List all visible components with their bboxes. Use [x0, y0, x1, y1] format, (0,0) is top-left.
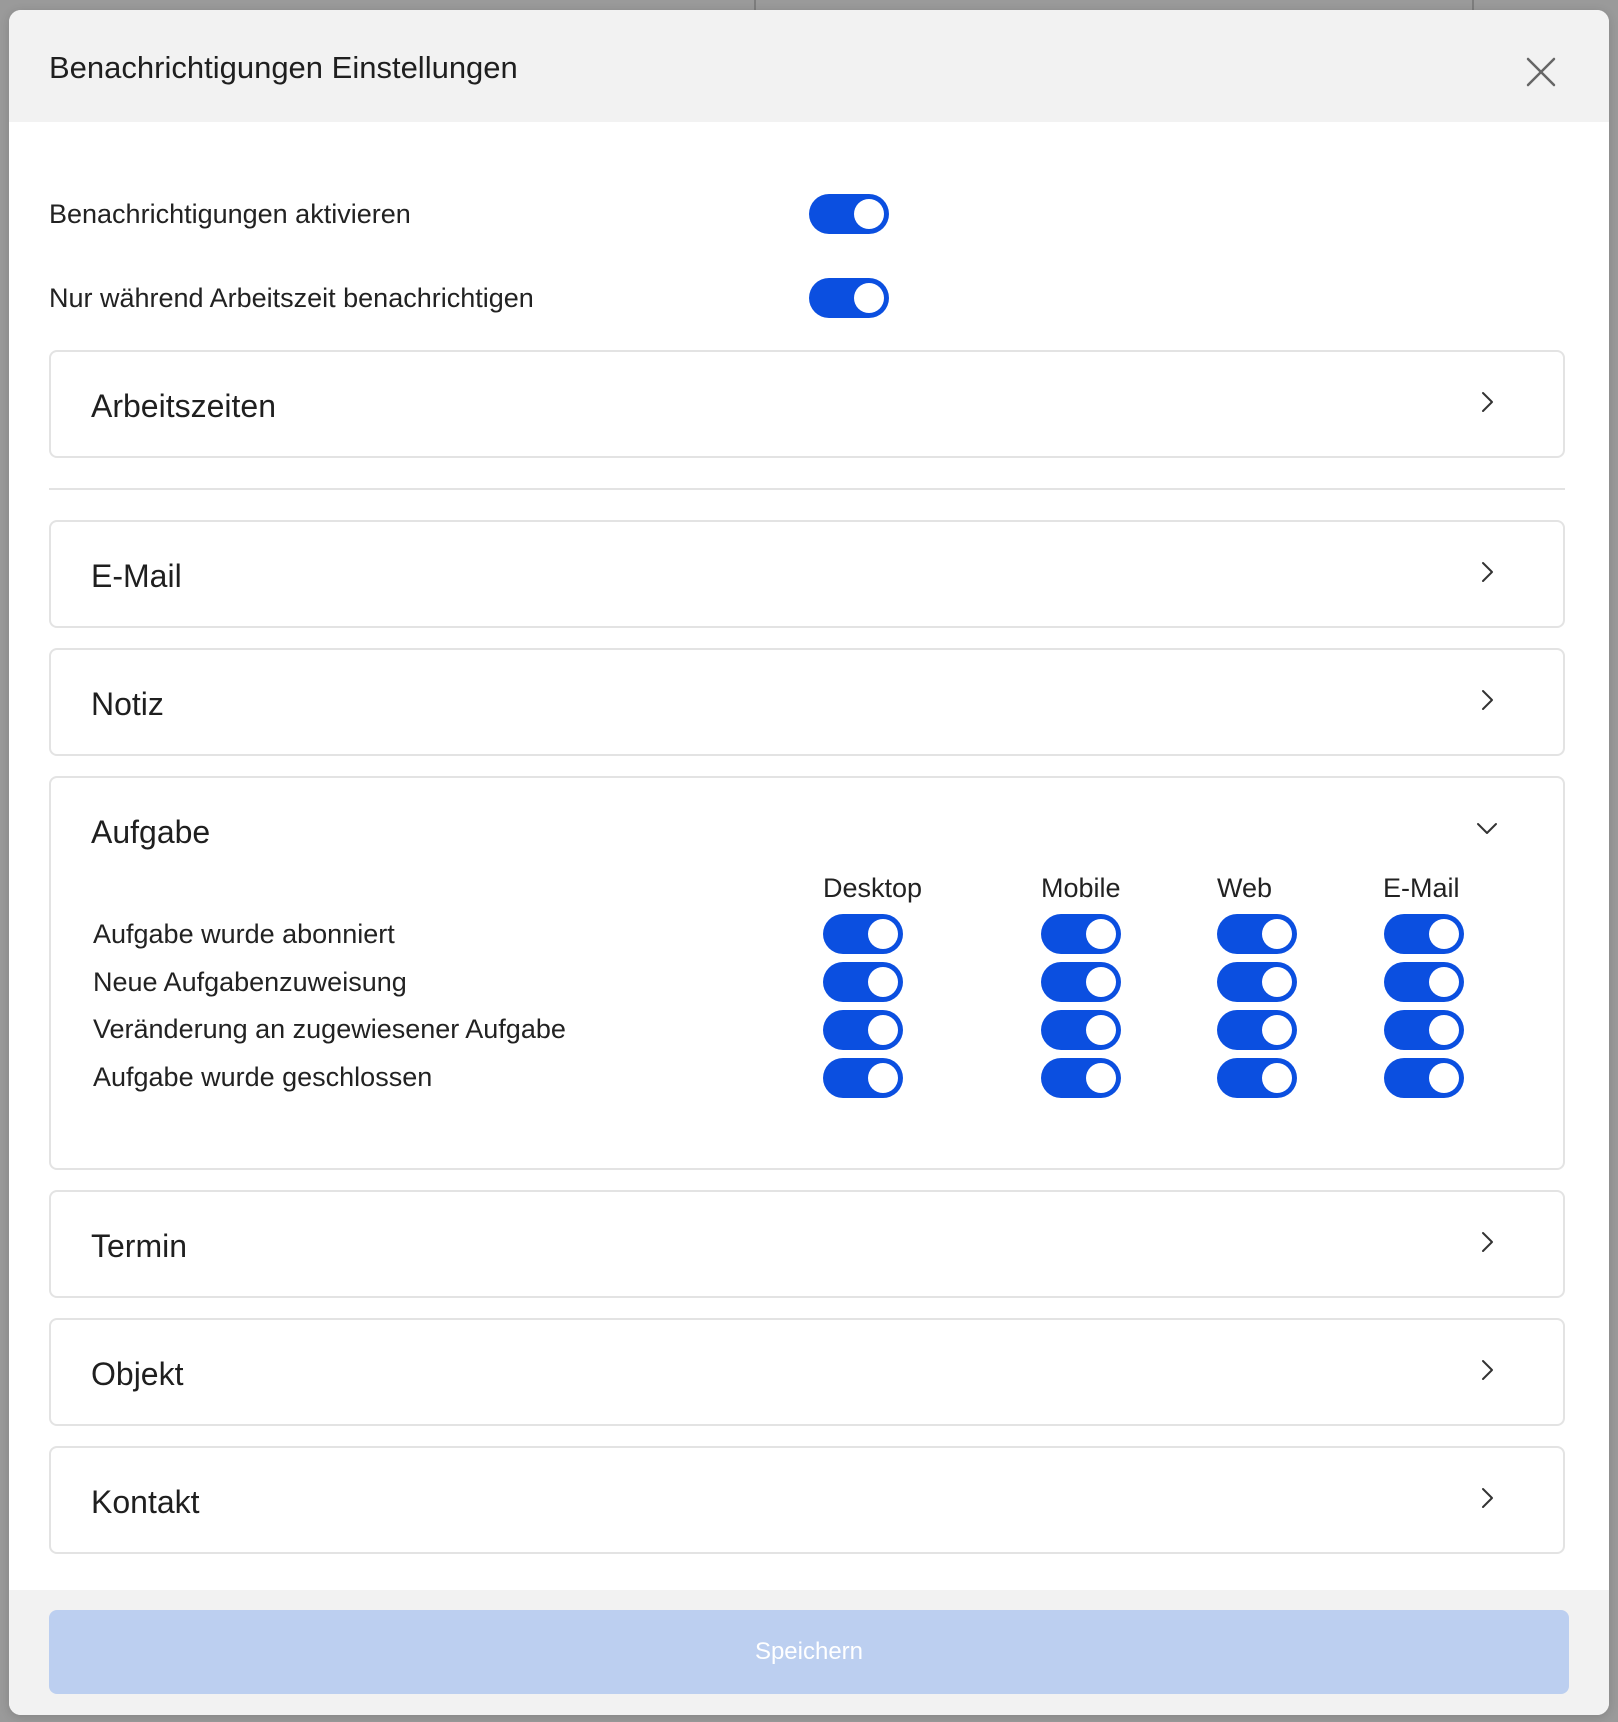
toggle-knob [1262, 967, 1292, 997]
toggle-neue-zuweisung-email[interactable] [1384, 962, 1464, 1002]
task-row-label: Veränderung an zugewiesener Aufgabe [93, 1014, 566, 1044]
section-email-header[interactable] [51, 522, 1563, 626]
close-icon [1519, 50, 1563, 94]
section-email [49, 520, 1565, 628]
working-hours-only-label: Nur während Arbeitszeit benachrichtigen [49, 283, 534, 313]
task-row-label: Neue Aufgabenzuweisung [93, 967, 407, 997]
toggle-knob [1429, 919, 1459, 949]
column-header-web: Web [1217, 873, 1273, 903]
toggle-knob [1262, 1063, 1292, 1093]
column-header-desktop: Desktop [823, 873, 923, 903]
save-button[interactable]: Speichern [49, 1610, 1569, 1694]
section-title: Arbeitszeiten [91, 388, 276, 424]
toggle-neue-zuweisung-web[interactable] [1217, 962, 1297, 1002]
toggle-veraenderung-mobile[interactable] [1041, 1010, 1121, 1050]
close-button[interactable] [1519, 50, 1563, 94]
toggle-knob [1429, 1015, 1459, 1045]
task-row-label: Aufgabe wurde geschlossen [93, 1062, 433, 1092]
section-title: Aufgabe [91, 814, 211, 850]
chevron-right-icon [1475, 1486, 1499, 1510]
backdrop-divider [1472, 0, 1474, 10]
toggle-geschlossen-desktop[interactable] [823, 1058, 903, 1098]
enable-notifications-toggle[interactable] [809, 194, 889, 234]
toggle-knob [854, 199, 884, 229]
toggle-knob [868, 1015, 898, 1045]
modal-header [9, 10, 1609, 122]
column-header-email: E-Mail [1383, 873, 1460, 903]
section-divider [49, 488, 1565, 490]
chevron-down-icon [1475, 816, 1499, 840]
toggle-aufgabe-abonniert-email[interactable] [1384, 914, 1464, 954]
chevron-right-icon [1475, 560, 1499, 584]
toggle-veraenderung-web[interactable] [1217, 1010, 1297, 1050]
section-objekt [49, 1318, 1565, 1426]
section-arbeitszeiten-header[interactable] [51, 352, 1563, 456]
section-title: E-Mail [91, 558, 182, 594]
toggle-knob [854, 283, 884, 313]
modal-title: Benachrichtigungen Einstellungen [49, 50, 518, 85]
section-kontakt [49, 1446, 1565, 1554]
toggle-knob [1086, 919, 1116, 949]
task-row-label: Aufgabe wurde abonniert [93, 919, 395, 949]
chevron-right-icon [1475, 688, 1499, 712]
chevron-right-icon [1475, 390, 1499, 414]
toggle-knob [1262, 919, 1292, 949]
toggle-aufgabe-abonniert-desktop[interactable] [823, 914, 903, 954]
section-title: Kontakt [91, 1484, 200, 1520]
section-notiz-header[interactable] [51, 650, 1563, 754]
toggle-geschlossen-web[interactable] [1217, 1058, 1297, 1098]
toggle-neue-zuweisung-mobile[interactable] [1041, 962, 1121, 1002]
toggle-knob [868, 1063, 898, 1093]
column-header-mobile: Mobile [1041, 873, 1121, 903]
chevron-right-icon [1475, 1230, 1499, 1254]
section-title: Notiz [91, 686, 164, 722]
section-kontakt-header[interactable] [51, 1448, 1563, 1552]
notification-settings-modal [9, 10, 1609, 1715]
toggle-knob [868, 919, 898, 949]
section-objekt-header[interactable] [51, 1320, 1563, 1424]
working-hours-only-toggle[interactable] [809, 278, 889, 318]
section-title: Objekt [91, 1356, 184, 1392]
toggle-knob [1086, 967, 1116, 997]
toggle-geschlossen-email[interactable] [1384, 1058, 1464, 1098]
section-termin-header[interactable] [51, 1192, 1563, 1296]
toggle-veraenderung-desktop[interactable] [823, 1010, 903, 1050]
toggle-knob [1086, 1063, 1116, 1093]
modal-footer [9, 1590, 1609, 1715]
chevron-right-icon [1475, 1358, 1499, 1382]
enable-notifications-label: Benachrichtigungen aktivieren [49, 199, 411, 229]
section-aufgabe [49, 776, 1565, 1170]
section-aufgabe-header[interactable] [51, 778, 1563, 882]
section-title: Termin [91, 1228, 188, 1264]
section-arbeitszeiten [49, 350, 1565, 458]
toggle-aufgabe-abonniert-web[interactable] [1217, 914, 1297, 954]
toggle-neue-zuweisung-desktop[interactable] [823, 962, 903, 1002]
section-termin [49, 1190, 1565, 1298]
toggle-knob [1262, 1015, 1292, 1045]
toggle-knob [1429, 1063, 1459, 1093]
section-notiz [49, 648, 1565, 756]
toggle-aufgabe-abonniert-mobile[interactable] [1041, 914, 1121, 954]
toggle-geschlossen-mobile[interactable] [1041, 1058, 1121, 1098]
toggle-veraenderung-email[interactable] [1384, 1010, 1464, 1050]
toggle-knob [1086, 1015, 1116, 1045]
toggle-knob [1429, 967, 1459, 997]
toggle-knob [868, 967, 898, 997]
backdrop-divider [754, 0, 756, 10]
